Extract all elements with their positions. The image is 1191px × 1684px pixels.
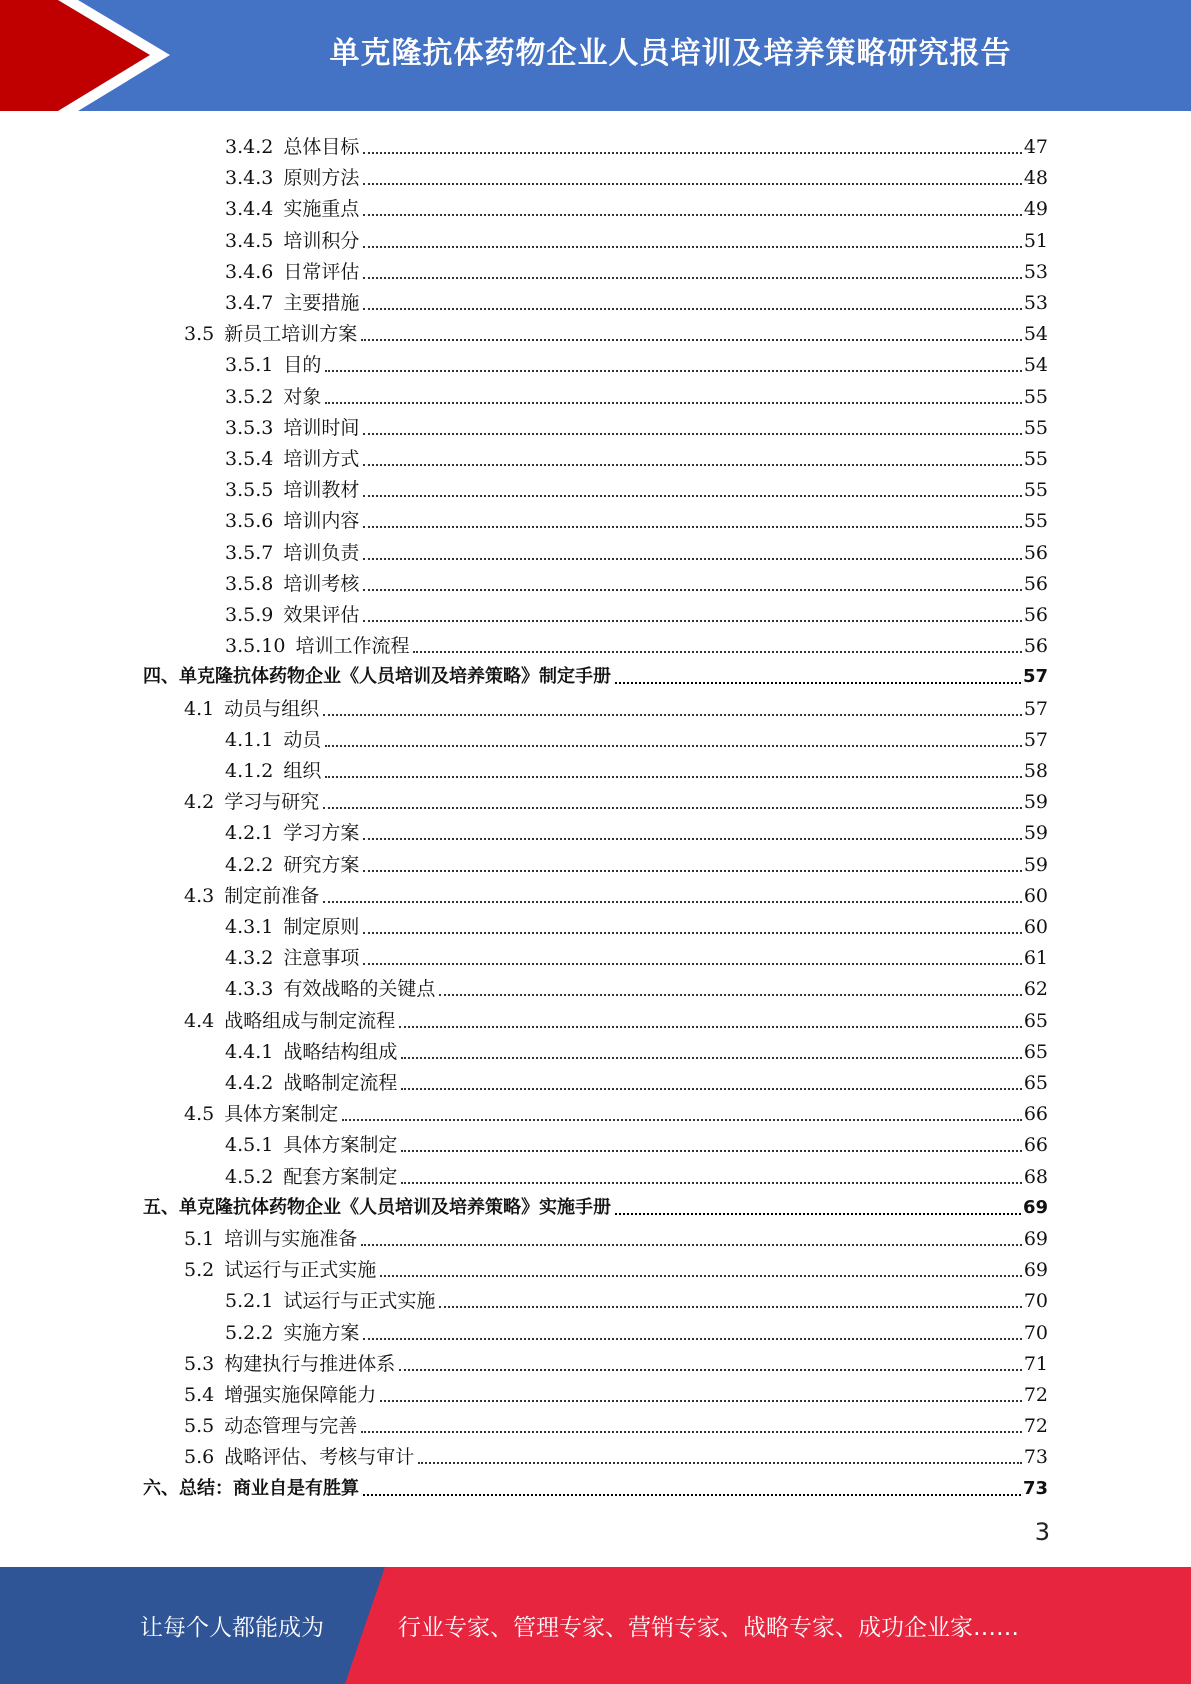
toc-entry-page: 56 — [1023, 541, 1048, 564]
toc-dot-leader — [363, 307, 1021, 310]
toc-entry-number: 3.5.4 — [225, 448, 274, 470]
toc-entry-title: 实施重点 — [283, 198, 360, 221]
toc-entry-number: 5.2.2 — [225, 1321, 274, 1344]
toc-dot-leader — [439, 993, 1021, 996]
toc-entry-number: 4.5 — [184, 1103, 215, 1126]
toc-entry[interactable] — [225, 1033, 1048, 1064]
toc-entry-page: 47 — [1023, 136, 1048, 158]
toc-entry[interactable] — [225, 970, 1048, 1001]
toc-entry-number: 5.4 — [184, 1384, 215, 1406]
toc-entry[interactable] — [184, 690, 1048, 721]
toc-entry-title: 有效战略的关键点 — [283, 978, 436, 1001]
toc-entry-title: 单克隆抗体药物企业《人员培训及培养策略》实施手册 — [179, 1196, 611, 1218]
toc-dot-leader — [363, 494, 1021, 497]
toc-entry-number: 4.3.3 — [225, 978, 274, 1001]
toc-entry-title: 原则方法 — [283, 167, 360, 190]
toc-entry-title: 单克隆抗体药物企业《人员培训及培养策略》制定手册 — [179, 666, 611, 688]
toc-entry-title: 动态管理与完善 — [224, 1415, 358, 1438]
toc-entry-number: 3.4.6 — [225, 260, 274, 283]
toc-entry-number: 4.2 — [184, 791, 215, 814]
toc-entry[interactable] — [225, 440, 1048, 471]
toc-entry-page: 62 — [1023, 978, 1048, 1001]
toc-dot-leader — [363, 463, 1021, 466]
toc-entry-title: 培训负责 — [283, 541, 360, 564]
toc-entry-title: 试运行与正式实施 — [224, 1259, 377, 1282]
toc-entry-page: 68 — [1023, 1165, 1048, 1188]
toc-entry[interactable] — [184, 783, 1048, 814]
toc-entry-number: 4.4.2 — [225, 1072, 274, 1094]
toc-entry-page: 65 — [1023, 1009, 1048, 1032]
toc-entry[interactable] — [184, 1002, 1048, 1033]
toc-entry-title: 日常评估 — [283, 260, 360, 283]
toc-dot-leader — [342, 1118, 1022, 1121]
toc-dot-leader — [615, 1212, 1021, 1215]
toc-entry-page: 55 — [1023, 448, 1048, 470]
toc-entry-page: 48 — [1023, 167, 1048, 190]
toc-entry-number: 3.5.9 — [225, 604, 274, 626]
toc-dot-leader — [363, 1337, 1021, 1340]
toc-entry-page: 56 — [1023, 635, 1048, 658]
toc-dot-leader — [363, 213, 1021, 216]
toc-entry-number: 5.3 — [184, 1352, 215, 1375]
toc-entry-page: 65 — [1023, 1040, 1048, 1063]
toc-entry-number: 3.4.2 — [225, 136, 274, 158]
toc-dot-leader — [363, 182, 1021, 185]
toc-entry-page: 57 — [1022, 666, 1048, 688]
toc-entry-number: 3.5.8 — [225, 572, 274, 595]
toc-entry[interactable] — [143, 1470, 1048, 1501]
toc-entry-title: 新员工培训方案 — [224, 323, 358, 346]
toc-entry[interactable] — [225, 1314, 1048, 1345]
toc-dot-leader — [325, 369, 1021, 372]
toc-entry[interactable] — [225, 721, 1048, 752]
toc-entry-number: 4.5.1 — [225, 1134, 274, 1157]
toc-entry-title: 培训方式 — [283, 448, 360, 470]
toc-entry-page: 54 — [1023, 354, 1048, 377]
toc-entry-number: 5.2.1 — [225, 1290, 274, 1313]
toc-entry[interactable] — [184, 1345, 1048, 1376]
toc-dot-leader — [401, 1087, 1021, 1090]
toc-entry[interactable] — [225, 846, 1048, 877]
toc-entry-title: 总结：商业自是有胜算 — [179, 1477, 359, 1499]
toc-entry-title: 具体方案制定 — [224, 1103, 339, 1126]
toc-entry-number: 3.5.10 — [225, 635, 286, 658]
toc-entry-title: 学习方案 — [283, 822, 360, 845]
toc-entry[interactable] — [225, 627, 1048, 658]
toc-entry-title: 动员 — [283, 728, 322, 751]
toc-entry[interactable] — [225, 284, 1048, 315]
toc-entry-number: 4.4 — [184, 1009, 215, 1032]
toc-entry-title: 战略评估、考核与审计 — [224, 1446, 415, 1469]
toc-entry[interactable] — [184, 1376, 1048, 1407]
toc-entry-title: 培训工作流程 — [295, 635, 410, 658]
toc-entry[interactable] — [184, 1095, 1048, 1126]
toc-entry-title: 战略组成与制定流程 — [224, 1009, 396, 1032]
toc-dot-leader — [325, 744, 1021, 747]
toc-entry-title: 培训考核 — [283, 572, 360, 595]
toc-entry[interactable] — [225, 596, 1048, 627]
toc-entry[interactable] — [184, 1407, 1048, 1438]
toc-entry-number: 四、 — [143, 666, 179, 688]
toc-entry-title: 具体方案制定 — [283, 1134, 398, 1157]
toc-entry[interactable] — [225, 409, 1048, 440]
page-number: 3 — [1034, 1518, 1050, 1546]
toc-entry-title: 培训时间 — [283, 416, 360, 439]
toc-entry[interactable] — [225, 939, 1048, 970]
toc-entry-title: 制定原则 — [283, 916, 360, 938]
toc-entry-title: 注意事项 — [283, 947, 360, 970]
toc-entry-title: 目的 — [283, 354, 322, 377]
toc-entry-page: 69 — [1023, 1228, 1048, 1250]
toc-entry-page: 55 — [1023, 479, 1048, 502]
toc-dot-leader — [361, 338, 1022, 341]
toc-entry-page: 72 — [1023, 1384, 1048, 1406]
footer-slogan-right: 行业专家、管理专家、营销专家、战略专家、成功企业家…… — [398, 1615, 1019, 1641]
toc-dot-leader — [363, 557, 1021, 560]
toc-entry-page: 51 — [1023, 229, 1048, 252]
toc-dot-leader — [418, 1461, 1022, 1464]
toc-entry-page: 59 — [1023, 822, 1048, 845]
toc-entry-title: 组织 — [283, 760, 322, 782]
toc-entry-page: 71 — [1023, 1352, 1048, 1375]
toc-entry[interactable] — [225, 1126, 1048, 1157]
toc-entry-number: 4.3.2 — [225, 947, 274, 970]
toc-entry-page: 54 — [1023, 323, 1048, 346]
toc-entry-number: 3.5.3 — [225, 416, 274, 439]
toc-entry-number: 4.3.1 — [225, 916, 274, 938]
toc-entry-page: 70 — [1023, 1290, 1048, 1313]
toc-entry[interactable] — [225, 752, 1048, 783]
toc-entry[interactable] — [225, 814, 1048, 845]
toc-entry-page: 49 — [1023, 198, 1048, 221]
toc-entry-title: 动员与组织 — [224, 697, 320, 720]
toc-dot-leader — [361, 1243, 1022, 1246]
toc-dot-leader — [399, 1025, 1022, 1028]
toc-entry[interactable] — [225, 190, 1048, 221]
toc-dot-leader — [363, 931, 1021, 934]
toc-entry-page: 65 — [1023, 1072, 1048, 1094]
toc-entry-title: 增强实施保障能力 — [224, 1384, 377, 1406]
toc-entry-page: 53 — [1023, 292, 1048, 314]
toc-entry-number: 3.4.5 — [225, 229, 274, 252]
toc-entry-number: 3.5.2 — [225, 385, 274, 408]
toc-entry[interactable] — [225, 253, 1048, 284]
toc-entry-page: 61 — [1023, 947, 1048, 970]
toc-entry-number: 5.1 — [184, 1228, 215, 1250]
toc-entry-page: 59 — [1023, 791, 1048, 814]
toc-entry-number: 3.4.4 — [225, 198, 274, 221]
toc-entry[interactable] — [184, 1251, 1048, 1282]
toc-entry-title: 培训内容 — [283, 510, 360, 533]
toc-entry-title: 配套方案制定 — [283, 1165, 398, 1188]
toc-entry-title: 战略制定流程 — [283, 1072, 398, 1094]
toc-entry-number: 六、 — [143, 1477, 179, 1499]
toc-entry-number: 5.6 — [184, 1446, 215, 1469]
toc-entry-page: 70 — [1023, 1321, 1048, 1344]
toc-entry-page: 60 — [1023, 916, 1048, 938]
toc-entry-page: 55 — [1023, 385, 1048, 408]
toc-dot-leader — [399, 1368, 1022, 1371]
toc-entry-number: 4.3 — [184, 884, 215, 907]
toc-entry-number: 4.1 — [184, 697, 215, 720]
toc-entry[interactable] — [184, 877, 1048, 908]
toc-dot-leader — [323, 806, 1022, 809]
toc-entry-number: 4.2.2 — [225, 853, 274, 876]
toc-entry-page: 73 — [1022, 1477, 1048, 1499]
toc-dot-leader — [363, 432, 1021, 435]
toc-dot-leader — [363, 276, 1021, 279]
toc-entry[interactable] — [143, 658, 1048, 689]
toc-entry[interactable] — [225, 908, 1048, 939]
toc-entry-number: 3.5.7 — [225, 541, 274, 564]
toc-dot-leader — [323, 713, 1022, 716]
toc-dot-leader — [325, 775, 1021, 778]
toc-entry[interactable] — [225, 378, 1048, 409]
toc-entry-page: 55 — [1023, 510, 1048, 533]
toc-entry-title: 培训教材 — [283, 479, 360, 502]
toc-entry[interactable] — [225, 1158, 1048, 1189]
toc-entry[interactable] — [184, 1220, 1048, 1251]
page-header — [0, 0, 1191, 111]
toc-entry-page: 66 — [1023, 1103, 1048, 1126]
toc-dot-leader — [363, 245, 1021, 248]
footer-slogan-left: 让每个人都能成为 — [140, 1615, 324, 1641]
toc-dot-leader — [363, 837, 1021, 840]
toc-entry-title: 效果评估 — [283, 604, 360, 626]
toc-entry-page: 69 — [1023, 1259, 1048, 1282]
toc-entry-number: 3.5.5 — [225, 479, 274, 502]
toc-entry-title: 试运行与正式实施 — [283, 1290, 436, 1313]
toc-dot-leader — [363, 619, 1021, 622]
toc-entry-title: 学习与研究 — [224, 791, 320, 814]
toc-entry-title: 实施方案 — [283, 1321, 360, 1344]
toc-entry-title: 总体目标 — [283, 136, 360, 158]
toc-dot-leader — [363, 869, 1021, 872]
toc-entry-page: 66 — [1023, 1134, 1048, 1157]
toc-dot-leader — [401, 1056, 1021, 1059]
toc-entry[interactable] — [225, 502, 1048, 533]
toc-entry-page: 56 — [1023, 604, 1048, 626]
page-footer — [0, 1567, 1191, 1684]
toc-dot-leader — [363, 588, 1021, 591]
toc-dot-leader — [363, 525, 1021, 528]
toc-entry[interactable] — [225, 346, 1048, 377]
toc-entry-title: 研究方案 — [283, 853, 360, 876]
toc-entry-number: 3.5.1 — [225, 354, 274, 377]
toc-dot-leader — [401, 1149, 1021, 1152]
toc-entry-title: 主要措施 — [283, 292, 360, 314]
toc-entry-number: 5.5 — [184, 1415, 215, 1438]
toc-dot-leader — [361, 1430, 1022, 1433]
toc-entry-number: 五、 — [143, 1196, 179, 1218]
toc-entry-number: 3.4.3 — [225, 167, 274, 190]
toc-entry-page: 69 — [1022, 1196, 1048, 1218]
toc-entry-page: 55 — [1023, 416, 1048, 439]
toc-entry-number: 3.5 — [184, 323, 215, 346]
toc-dot-leader — [615, 681, 1021, 684]
toc-entry-number: 4.2.1 — [225, 822, 274, 845]
toc-entry[interactable] — [143, 1189, 1048, 1220]
toc-entry-page: 60 — [1023, 884, 1048, 907]
toc-dot-leader — [363, 151, 1021, 154]
toc-entry[interactable] — [225, 128, 1048, 159]
toc-dot-leader — [325, 401, 1021, 404]
toc-entry-page: 73 — [1023, 1446, 1048, 1469]
toc-entry[interactable] — [225, 1064, 1048, 1095]
toc-dot-leader — [413, 650, 1021, 653]
toc-entry[interactable] — [225, 222, 1048, 253]
toc-entry[interactable] — [184, 1438, 1048, 1469]
report-title: 单克隆抗体药物企业人员培训及培养策略研究报告 — [329, 36, 1012, 71]
toc-dot-leader — [439, 1305, 1021, 1308]
toc-entry[interactable] — [225, 534, 1048, 565]
toc-entry-title: 构建执行与推进体系 — [224, 1352, 396, 1375]
toc-entry-title: 制定前准备 — [224, 884, 320, 907]
toc-dot-leader — [401, 1181, 1021, 1184]
toc-entry-page: 57 — [1023, 697, 1048, 720]
toc-entry-number: 4.1.2 — [225, 760, 274, 782]
toc-entry-page: 57 — [1023, 728, 1048, 751]
toc-entry-page: 58 — [1023, 760, 1048, 782]
toc-entry-number: 5.2 — [184, 1259, 215, 1282]
toc-entry[interactable] — [184, 315, 1048, 346]
toc-entry-title: 培训积分 — [283, 229, 360, 252]
toc-entry-page: 59 — [1023, 853, 1048, 876]
toc-dot-leader — [380, 1399, 1022, 1402]
toc-entry-number: 3.5.6 — [225, 510, 274, 533]
toc-dot-leader — [323, 900, 1022, 903]
toc-dot-leader — [363, 962, 1021, 965]
toc-entry[interactable] — [225, 565, 1048, 596]
toc-entry-number: 3.4.7 — [225, 292, 274, 314]
toc-entry-title: 战略结构组成 — [283, 1040, 398, 1063]
toc-dot-leader — [380, 1274, 1022, 1277]
toc-entry-number: 4.4.1 — [225, 1040, 274, 1063]
toc-dot-leader — [363, 1493, 1021, 1496]
toc-entry[interactable] — [225, 159, 1048, 190]
toc-entry-page: 53 — [1023, 260, 1048, 283]
toc-entry-number: 4.5.2 — [225, 1165, 274, 1188]
toc-entry-number: 4.1.1 — [225, 728, 274, 751]
toc-entry-page: 72 — [1023, 1415, 1048, 1438]
toc-entry-title: 对象 — [283, 385, 322, 408]
toc-entry-title: 培训与实施准备 — [224, 1228, 358, 1250]
toc-entry[interactable] — [225, 1282, 1048, 1313]
toc-entry-page: 56 — [1023, 572, 1048, 595]
toc-entry[interactable] — [225, 471, 1048, 502]
